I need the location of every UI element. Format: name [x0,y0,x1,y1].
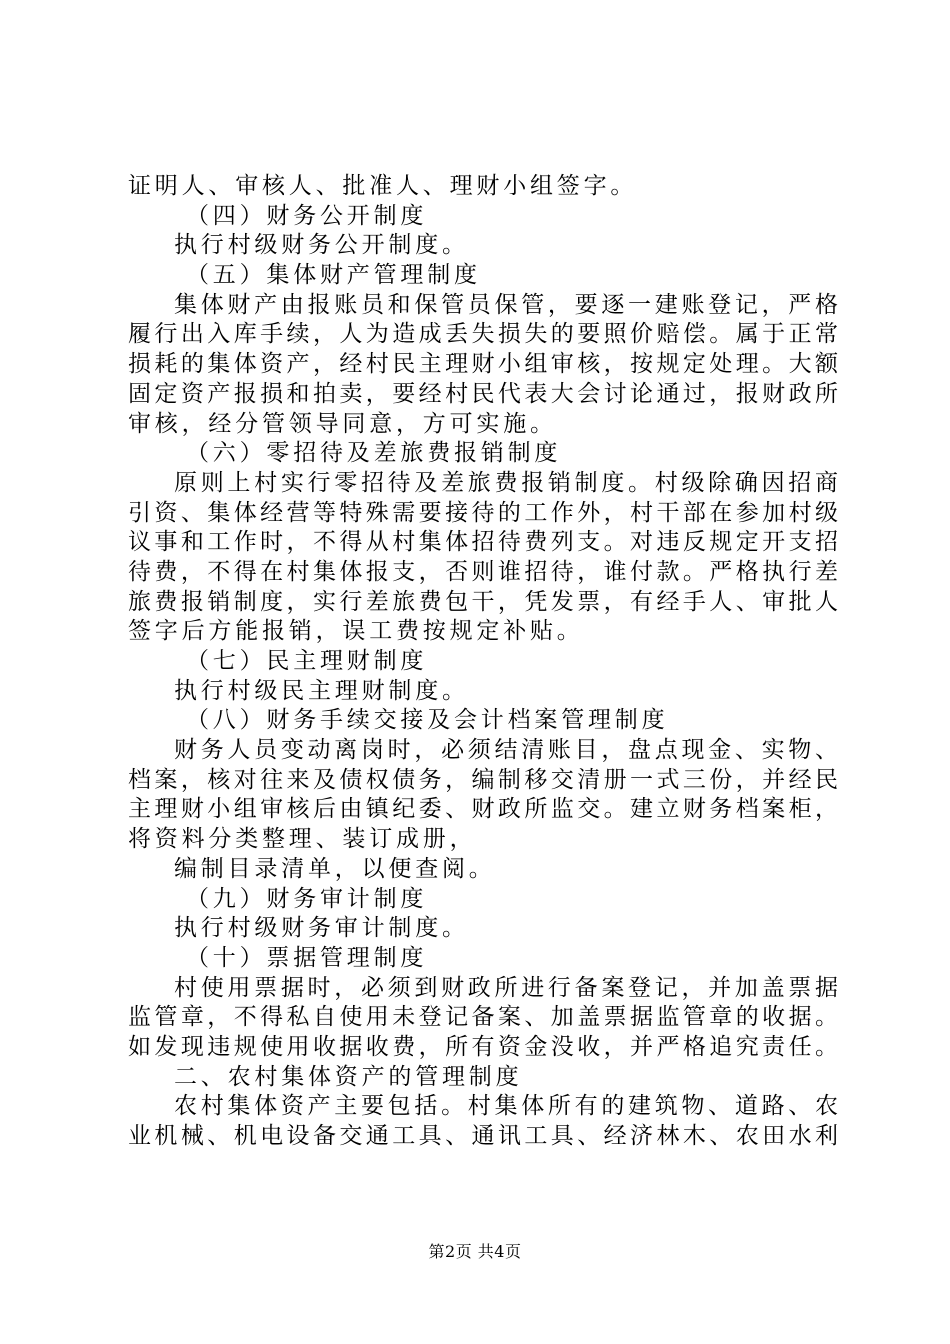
body-line: 主理财小组审核后由镇纪委、财政所监交。建立财务档案柜， [128,796,838,823]
body-line: 签字后方能报销，误工费按规定补贴。 [128,618,584,645]
body-line: 将资料分类整理、装订成册， [128,826,477,853]
body-line: 财务人员变动离岗时，必须结清账目，盘点现金、实物、 [174,737,838,764]
body-line: 引资、集体经营等特殊需要接待的工作外，村干部在参加村级 [128,499,838,526]
body-line: 档案，核对往来及债权债务，编制移交清册一式三份，并经民 [128,766,838,793]
section-heading: （六）零招待及差旅费报销制度 [186,440,562,467]
body-line: 旅费报销制度，实行差旅费包干，凭发票，有经手人、审批人 [128,588,838,615]
section-heading: （五）集体财产管理制度 [186,262,481,289]
body-line: 执行村级民主理财制度。 [174,677,469,704]
body-line: 待费，不得在村集体报支，否则谁招待，谁付款。严格执行差 [128,558,838,585]
body-line: 编制目录清单，以便查阅。 [174,855,496,882]
body-line: 执行村级财务审计制度。 [174,915,469,942]
body-line: 原则上村实行零招待及差旅费报销制度。村级除确因招商 [174,469,838,496]
body-line: 集体财产由报账员和保管员保管，要逐一建账登记，严格 [174,291,838,318]
body-line: 议事和工作时，不得从村集体招待费列支。对违反规定开支招 [128,529,838,556]
section-heading: （九）财务审计制度 [186,885,428,912]
body-line: 履行出入库手续，人为造成丢失损失的要照价赔偿。属于正常 [128,321,838,348]
body-line: 监管章，不得私自使用未登记备案、加盖票据监管章的收据。 [128,1004,838,1031]
section-heading: （七）民主理财制度 [186,648,428,674]
body-line: 证明人、审核人、批准人、理财小组签字。 [128,173,638,199]
page-footer: 第2页 共4页 [428,1242,522,1261]
body-line: 业机械、机电设备交通工具、通讯工具、经济林木、农田水利 [128,1123,838,1149]
section-heading: （四）财务公开制度 [186,202,428,229]
body-line: 农村集体资产主要包括。村集体所有的建筑物、道路、农 [174,1093,838,1120]
document-body [128,172,838,1152]
body-line: 村使用票据时，必须到财政所进行备案登记，并加盖票据 [174,974,838,1001]
body-line: 损耗的集体资产，经村民主理财小组审核，按规定处理。大额 [128,351,838,378]
section-heading: 二、农村集体资产的管理制度 [174,1063,523,1090]
body-line: 固定资产报损和拍卖，要经村民代表大会讨论通过，报财政所 [128,380,838,407]
body-line: 执行村级财务公开制度。 [174,232,469,259]
section-heading: （八）财务手续交接及会计档案管理制度 [186,707,669,734]
body-line: 如发现违规使用收据收费，所有资金没收，并严格追究责任。 [128,1033,838,1060]
section-heading: （十）票据管理制度 [186,944,428,971]
body-line: 审核，经分管领导同意，方可实施。 [128,410,557,437]
